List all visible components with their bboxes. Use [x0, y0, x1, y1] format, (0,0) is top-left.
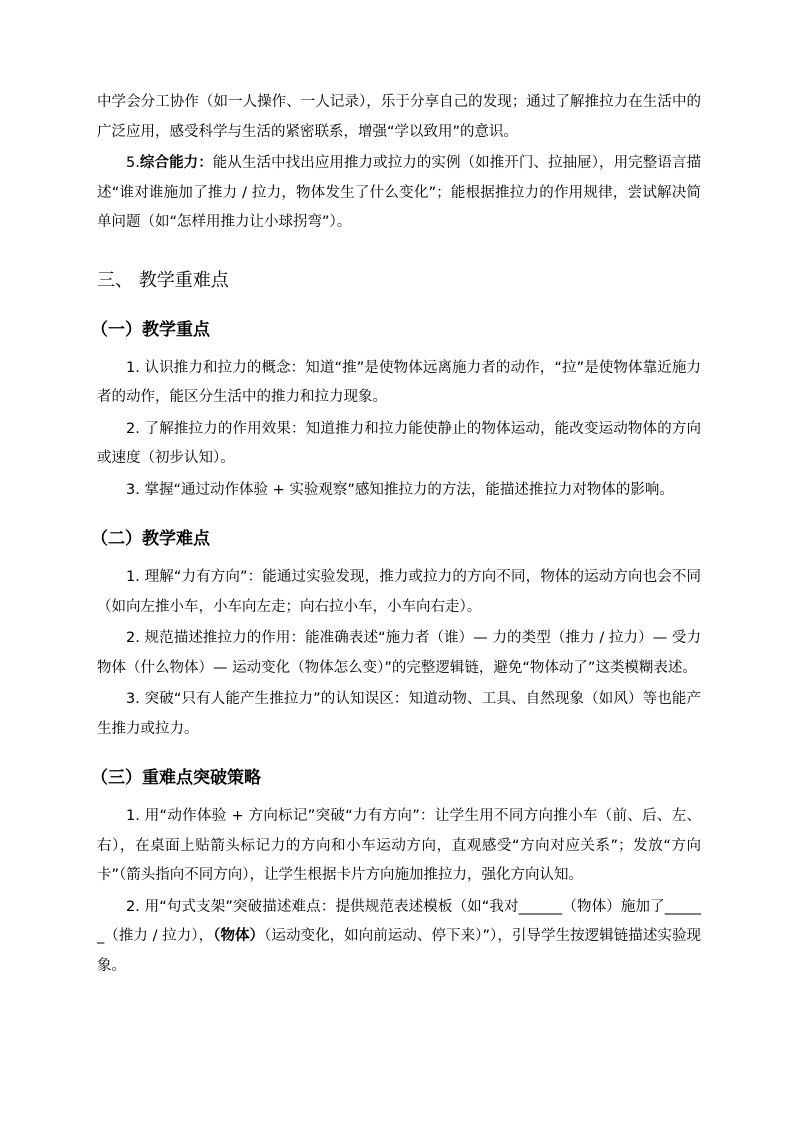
subsection-title-key-points: （一）教学重点: [91, 319, 210, 340]
strategy-text-pre: 2. 用“句式支架”突破描述难点：提供规范表述模板（如“我对______（物体）施加了______（推力 / 拉力），: [97, 898, 701, 944]
key-point-item: 2. 了解推拉力的作用效果：知道推力和拉力能使静止的物体运动，能改变运动物体的方向或速度（初步认知）。: [97, 420, 701, 466]
document-page: [91, 88, 702, 983]
item-text: 能从生活中找出应用推力或拉力的实例（如推开门、拉抽屉），用完整语言描述“谁对谁施加了推力 / 拉力，物体发生了什么变化”；能根据推拉力的作用规律，尝试解决简单问题（如“怎样用推力让小球拐弯”）。: [97, 155, 702, 230]
difficulty-item: 2. 规范描述推拉力的作用：能准确表述“施力者（谁）— 力的类型（推力 / 拉力）— 受力物体（什么物体）— 运动变化（物体怎么变）”的完整逻辑链，避免“物体动了”这类模糊表述。: [97, 630, 701, 676]
subsection-title-strategies: （三）重难点突破策略: [91, 768, 261, 788]
difficulty-item: 1. 理解“力有方向”：能通过实验发现，推力或拉力的方向不同，物体的运动方向也会不同（如向左推小车，小车向左走；向右拉小车，小车向右走）。: [97, 569, 701, 615]
subsection-title-difficulties: （二）教学难点: [91, 529, 210, 549]
strategy-item: 1. 用“动作体验 + 方向标记”突破“力有方向”：让学生用不同方向推小车（前、后、左、右），在桌面上贴箭头标记力的方向和小车运动方向，直观感受“方向对应关系”；发放“方向卡”（箭头指向不同方向），让学生根据卡片方向施加推拉力，强化方向认知。: [97, 808, 701, 883]
paragraph-continued: 中学会分工协作（如一人操作、一人记录），乐于分享自己的发现；通过了解推拉力在生活中的广泛应用，感受科学与生活的紧密联系，增强“学以致用”的意识。: [97, 94, 701, 140]
key-point-item: 1. 认识推力和拉力的概念：知道“推”是使物体远离施力者的动作，“拉”是使物体靠近施力者的动作，能区分生活中的推力和拉力现象。: [97, 359, 701, 405]
strategy-text-bold: （物体）: [213, 928, 265, 944]
item-number: 5.: [126, 155, 140, 171]
key-point-item: 3. 掌握“通过动作体验 + 实验观察”感知推拉力的方法，能描述推拉力对物体的影响。: [126, 481, 674, 498]
item-label: 综合能力：: [139, 155, 213, 171]
strategy-text-post: （运动变化，如向前运动、停下来）”），引导学生按逻辑链描述实验现象。: [97, 928, 702, 974]
ability-item-5: [97, 149, 701, 238]
section-title: 三、 教学重难点: [97, 269, 229, 291]
strategy-item: [97, 893, 701, 982]
difficulty-item: 3. 突破“只有人能产生推拉力”的认知误区：知道动物、工具、自然现象（如风）等也能产生推力或拉力。: [97, 691, 701, 737]
